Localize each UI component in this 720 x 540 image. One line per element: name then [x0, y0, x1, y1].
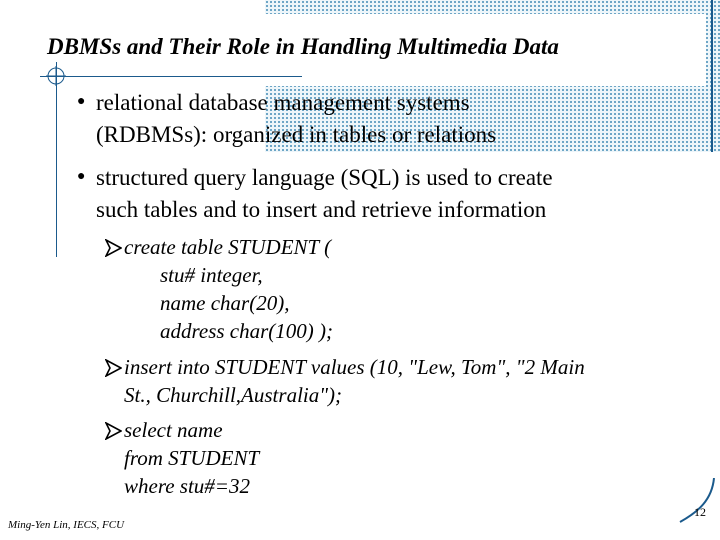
decorative-curve — [676, 478, 716, 528]
slide-title: DBMSs and Their Role in Handling Multimedia Data — [47, 34, 559, 59]
page-number: 12 — [694, 505, 706, 519]
sub-bullet-1-line-3: name char(20), — [160, 291, 290, 315]
arrowhead-bullet-icon — [105, 422, 122, 440]
bullet-1-line-2: (RDBMSs): organized in tables or relations — [96, 122, 497, 147]
bullet-1-line-1: relational database management systems — [96, 90, 470, 115]
arrowhead-bullet-icon — [105, 359, 122, 377]
sub-bullet-2-line-1: insert into STUDENT values (10, "Lew, Tom", "2 Main — [124, 355, 585, 379]
bullet-icon: ● — [77, 94, 86, 109]
sub-bullet-1-line-4: address char(100) ); — [160, 319, 334, 343]
sub-bullet-2-line-2: St., Churchill,Australia"); — [124, 383, 343, 407]
bullet-2-line-2: such tables and to insert and retrieve information — [96, 197, 547, 222]
sub-bullet-3-line-2: from STUDENT — [124, 446, 260, 470]
sub-bullet-1-line-1: create table STUDENT ( — [124, 235, 332, 259]
arrowhead-bullet-icon — [105, 239, 122, 257]
sub-bullet-1-line-2: stu# integer, — [160, 263, 263, 287]
sub-bullet-3-line-3: where stu#=32 — [124, 474, 250, 498]
bullet-2-line-1: structured query language (SQL) is used to create — [96, 165, 553, 190]
sub-bullet-3-line-1: select name — [124, 418, 223, 442]
bullet-icon: ● — [77, 169, 86, 184]
footer-author: Ming-Yen Lin, IECS, FCU — [8, 519, 125, 531]
